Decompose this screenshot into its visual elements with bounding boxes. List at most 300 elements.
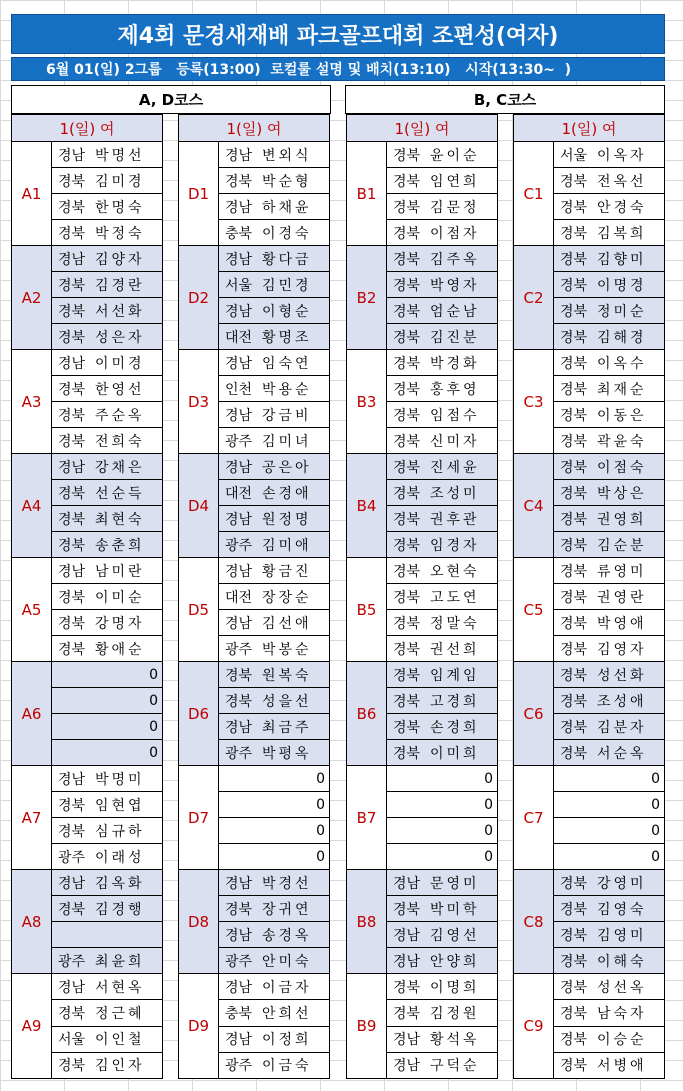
player-region: 경북 <box>393 407 421 424</box>
player-row <box>52 142 162 168</box>
player-region: 경북 <box>393 511 421 528</box>
player-row <box>219 402 329 428</box>
player-row <box>387 402 497 428</box>
player-row <box>219 272 329 298</box>
player-name: 김미애 <box>262 537 312 554</box>
player-name: 임숙연 <box>262 355 312 372</box>
group-block <box>179 454 329 558</box>
player-name: 주순옥 <box>95 407 145 424</box>
player-region: 경북 <box>393 147 421 164</box>
player-row <box>387 168 497 194</box>
player-name: 구덕순 <box>430 1058 480 1075</box>
player-row <box>52 610 162 636</box>
player-name: 강채은 <box>95 459 145 476</box>
player-region: 경북 <box>58 173 86 190</box>
player-region: 경북 <box>58 433 86 450</box>
player-name: 권선희 <box>430 641 480 658</box>
player-region: 경북 <box>560 381 588 398</box>
player-row <box>387 948 497 973</box>
player-row <box>52 1000 162 1026</box>
player-region: 경북 <box>560 693 588 710</box>
player-name: 최현숙 <box>95 511 145 528</box>
page-title: 제4회 문경새재배 파크골프대회 조편성(여자) <box>11 14 665 54</box>
group-label: A6 <box>12 662 52 765</box>
group-block <box>347 142 497 246</box>
player-row <box>219 246 329 272</box>
group-label: C4 <box>514 454 554 557</box>
player-name: 김영미 <box>597 927 647 944</box>
player-row <box>554 792 664 818</box>
player-row <box>219 142 329 168</box>
player-region: 경남 <box>225 303 253 320</box>
group-block <box>12 662 162 766</box>
player-name: 이미순 <box>95 589 145 606</box>
player-name: 김영자 <box>597 641 647 658</box>
course-column <box>513 114 665 1079</box>
player-row <box>219 1027 329 1053</box>
player-name: 이명희 <box>430 979 480 996</box>
player-name: 임연희 <box>430 173 480 190</box>
player-row <box>219 740 329 765</box>
group-block <box>179 870 329 974</box>
player-region: 서울 <box>58 1032 86 1049</box>
column-day-header: 1(일) 여 <box>179 115 329 142</box>
empty-slot-value: 0 <box>484 822 493 839</box>
player-region: 서울 <box>225 277 253 294</box>
empty-slot-value: 0 <box>484 848 493 865</box>
player-row <box>387 480 497 506</box>
group-block <box>12 350 162 454</box>
player-name: 박상은 <box>597 485 647 502</box>
player-name: 최금주 <box>262 719 312 736</box>
player-row <box>219 220 329 245</box>
player-row <box>554 974 664 1000</box>
group-block <box>179 246 329 350</box>
player-region: 경북 <box>58 407 86 424</box>
column-day-header: 1(일) 여 <box>12 115 162 142</box>
player-row <box>52 974 162 1000</box>
player-name: 정말숙 <box>430 615 480 632</box>
player-region: 경북 <box>560 563 588 580</box>
player-name: 김진분 <box>430 329 480 346</box>
player-region: 경북 <box>560 953 588 970</box>
player-region: 서울 <box>560 147 588 164</box>
player-region: 경북 <box>560 251 588 268</box>
player-row <box>387 220 497 245</box>
player-region: 경북 <box>560 667 588 684</box>
player-name: 박영애 <box>597 615 647 632</box>
player-region: 경북 <box>393 1005 421 1022</box>
player-region: 경북 <box>58 225 86 242</box>
player-row <box>554 454 664 480</box>
group-block <box>12 558 162 662</box>
player-name: 원복숙 <box>262 667 312 684</box>
player-region: 경북 <box>225 667 253 684</box>
player-name: 성은자 <box>95 329 145 346</box>
player-region: 대전 <box>225 485 253 502</box>
group-label: B8 <box>347 870 387 973</box>
group-label: B4 <box>347 454 387 557</box>
player-row <box>219 428 329 453</box>
player-row <box>554 272 664 298</box>
player-name: 오현숙 <box>430 563 480 580</box>
player-region: 경북 <box>393 719 421 736</box>
player-region: 경북 <box>560 875 588 892</box>
player-row <box>387 558 497 584</box>
player-region: 경북 <box>560 433 588 450</box>
group-block <box>12 454 162 558</box>
group-block <box>514 246 664 350</box>
player-region: 경북 <box>560 719 588 736</box>
player-row <box>219 532 329 557</box>
empty-slot-value: 0 <box>149 692 158 709</box>
player-name: 고경희 <box>430 693 480 710</box>
player-row <box>554 740 664 765</box>
player-name: 심규하 <box>95 823 145 840</box>
player-region: 경북 <box>58 641 86 658</box>
player-name: 박평옥 <box>262 745 312 762</box>
empty-slot-value: 0 <box>316 770 325 787</box>
group-block <box>347 558 497 662</box>
player-row <box>219 298 329 324</box>
player-row <box>554 350 664 376</box>
group-label: A4 <box>12 454 52 557</box>
player-row <box>554 610 664 636</box>
player-name: 한영선 <box>95 381 145 398</box>
player-region: 경북 <box>393 667 421 684</box>
group-label: C3 <box>514 350 554 453</box>
player-name: 류영미 <box>597 563 647 580</box>
player-region: 경남 <box>225 875 253 892</box>
player-row <box>387 1000 497 1026</box>
player-row <box>52 168 162 194</box>
player-name: 김인자 <box>95 1058 145 1075</box>
empty-slot-value: 0 <box>484 770 493 787</box>
player-region: 경북 <box>560 641 588 658</box>
player-row <box>219 922 329 948</box>
player-row <box>554 194 664 220</box>
player-name: 이점숙 <box>597 459 647 476</box>
player-region: 경북 <box>58 589 86 606</box>
player-row <box>219 1053 329 1078</box>
player-name: 황금진 <box>262 563 312 580</box>
player-name: 최윤희 <box>95 953 145 970</box>
group-block <box>179 350 329 454</box>
group-label: D2 <box>179 246 219 349</box>
player-row <box>387 844 497 869</box>
group-block <box>179 662 329 766</box>
player-row <box>219 896 329 922</box>
player-region: 경북 <box>393 355 421 372</box>
player-name: 김미경 <box>95 173 145 190</box>
group-label: C6 <box>514 662 554 765</box>
player-region: 경북 <box>393 641 421 658</box>
player-row <box>387 1053 497 1078</box>
group-label: A3 <box>12 350 52 453</box>
player-row <box>219 480 329 506</box>
player-row <box>52 506 162 532</box>
player-region: 경북 <box>560 1005 588 1022</box>
player-name: 원정명 <box>262 511 312 528</box>
player-region: 경남 <box>58 771 86 788</box>
player-region: 경북 <box>560 1058 588 1075</box>
player-region: 경북 <box>58 303 86 320</box>
player-row <box>52 844 162 869</box>
player-region: 경남 <box>225 1032 253 1049</box>
player-row <box>387 246 497 272</box>
player-region: 대전 <box>225 329 253 346</box>
player-row <box>387 194 497 220</box>
player-region: 경북 <box>58 615 86 632</box>
player-name: 박영자 <box>430 277 480 294</box>
player-region: 광주 <box>225 953 253 970</box>
group-block <box>514 870 664 974</box>
player-row <box>387 766 497 792</box>
player-row <box>387 740 497 765</box>
group-block <box>12 246 162 350</box>
player-row <box>52 636 162 661</box>
player-name: 김옥화 <box>95 875 145 892</box>
player-name: 안양희 <box>430 953 480 970</box>
player-region: 경북 <box>560 407 588 424</box>
player-row <box>554 246 664 272</box>
group-label: D6 <box>179 662 219 765</box>
player-region: 경북 <box>58 485 86 502</box>
player-row <box>554 948 664 973</box>
player-row <box>219 766 329 792</box>
player-region: 경북 <box>393 537 421 554</box>
player-region: 경북 <box>58 537 86 554</box>
group-label: B6 <box>347 662 387 765</box>
player-region: 경북 <box>560 927 588 944</box>
player-row <box>52 792 162 818</box>
player-row <box>387 298 497 324</box>
player-row <box>387 324 497 349</box>
player-name: 이미경 <box>95 355 145 372</box>
empty-slot-value: 0 <box>149 666 158 683</box>
group-block <box>514 454 664 558</box>
player-row <box>387 532 497 557</box>
player-region: 경북 <box>393 901 421 918</box>
player-region: 경남 <box>225 927 253 944</box>
player-region: 경북 <box>393 563 421 580</box>
player-name: 이명경 <box>597 277 647 294</box>
player-row <box>387 1027 497 1053</box>
player-row <box>387 272 497 298</box>
empty-slot-value: 0 <box>316 822 325 839</box>
player-row <box>52 272 162 298</box>
player-region: 경북 <box>58 199 86 216</box>
player-region: 경북 <box>393 485 421 502</box>
player-row <box>387 428 497 453</box>
player-region: 경북 <box>225 173 253 190</box>
player-name: 이미희 <box>430 745 480 762</box>
player-name: 서선화 <box>95 303 145 320</box>
group-label: D4 <box>179 454 219 557</box>
player-row <box>387 142 497 168</box>
player-row <box>554 506 664 532</box>
empty-slot-value: 0 <box>651 796 660 813</box>
player-name: 정미순 <box>597 303 647 320</box>
player-name: 김주옥 <box>430 251 480 268</box>
player-name: 임현엽 <box>95 797 145 814</box>
group-block <box>347 454 497 558</box>
group-label: C8 <box>514 870 554 973</box>
player-name: 이해숙 <box>597 953 647 970</box>
group-block <box>179 974 329 1078</box>
player-region: 충북 <box>225 1005 253 1022</box>
group-label: B9 <box>347 974 387 1078</box>
group-label: B7 <box>347 766 387 869</box>
player-name: 안희선 <box>262 1005 312 1022</box>
player-row <box>52 246 162 272</box>
empty-slot-value: 0 <box>651 770 660 787</box>
player-region: 경북 <box>393 693 421 710</box>
player-name: 박용순 <box>262 381 312 398</box>
player-row <box>52 1027 162 1053</box>
player-region: 광주 <box>225 641 253 658</box>
player-region: 경북 <box>560 199 588 216</box>
player-name: 권후관 <box>430 511 480 528</box>
player-name: 이금자 <box>262 979 312 996</box>
group-block <box>514 766 664 870</box>
player-row <box>554 922 664 948</box>
player-name: 송춘희 <box>95 537 145 554</box>
player-row <box>219 974 329 1000</box>
player-region: 경남 <box>58 355 86 372</box>
player-region: 경북 <box>58 1058 86 1075</box>
player-name: 안경숙 <box>597 199 647 216</box>
player-row <box>219 792 329 818</box>
group-label: A1 <box>12 142 52 245</box>
group-block <box>514 974 664 1078</box>
player-region: 경북 <box>560 329 588 346</box>
player-name: 성선옥 <box>597 979 647 996</box>
course-column <box>346 114 498 1079</box>
player-name: 손경애 <box>262 485 312 502</box>
player-row <box>554 584 664 610</box>
player-name: 김경행 <box>95 901 145 918</box>
player-row <box>554 636 664 661</box>
player-row <box>387 610 497 636</box>
schedule-subtitle: 6월 01(일) 2그룹 등록(13:00) 로컬룰 설명 및 배치(13:10) 시작(13:30~ ) <box>11 57 665 81</box>
player-row <box>52 948 162 973</box>
player-row <box>554 896 664 922</box>
player-name: 강영미 <box>597 875 647 892</box>
group-label: A8 <box>12 870 52 973</box>
group-block <box>179 142 329 246</box>
player-region: 경북 <box>393 303 421 320</box>
course-column <box>11 114 163 1079</box>
player-row <box>554 818 664 844</box>
player-row <box>52 298 162 324</box>
player-name: 황석옥 <box>430 1032 480 1049</box>
player-name: 전희숙 <box>95 433 145 450</box>
player-name: 진세윤 <box>430 459 480 476</box>
player-name: 이승순 <box>597 1032 647 1049</box>
player-name: 박경선 <box>262 875 312 892</box>
player-name: 이동은 <box>597 407 647 424</box>
player-name: 김해경 <box>597 329 647 346</box>
player-region: 경북 <box>393 381 421 398</box>
player-row <box>387 818 497 844</box>
player-region: 경남 <box>225 199 253 216</box>
group-block <box>12 974 162 1078</box>
player-row <box>219 194 329 220</box>
player-region: 광주 <box>225 537 253 554</box>
player-region: 광주 <box>225 433 253 450</box>
group-label: A5 <box>12 558 52 661</box>
player-region: 경남 <box>225 979 253 996</box>
column-day-header: 1(일) 여 <box>514 115 664 142</box>
group-block <box>347 870 497 974</box>
player-row <box>52 194 162 220</box>
player-name: 황명조 <box>262 329 312 346</box>
player-name: 장귀연 <box>262 901 312 918</box>
player-row <box>554 1000 664 1026</box>
player-region: 경북 <box>560 303 588 320</box>
player-region: 경남 <box>58 563 86 580</box>
player-name: 성선화 <box>597 667 647 684</box>
player-row <box>554 428 664 453</box>
player-name: 박봉순 <box>262 641 312 658</box>
player-name: 김복희 <box>597 225 647 242</box>
player-row <box>219 1000 329 1026</box>
player-name: 박명선 <box>95 147 145 164</box>
player-name: 곽윤숙 <box>597 433 647 450</box>
player-region: 경북 <box>225 901 253 918</box>
player-row <box>52 350 162 376</box>
player-name: 최재순 <box>597 381 647 398</box>
player-name: 안미숙 <box>262 953 312 970</box>
player-row <box>554 844 664 869</box>
player-row <box>52 714 162 740</box>
player-region: 경북 <box>560 225 588 242</box>
player-region: 광주 <box>225 1058 253 1075</box>
player-row <box>554 480 664 506</box>
player-row <box>219 714 329 740</box>
group-label: C1 <box>514 142 554 245</box>
player-row <box>387 896 497 922</box>
player-name: 황애순 <box>95 641 145 658</box>
player-name: 김미녀 <box>262 433 312 450</box>
player-region: 경북 <box>393 433 421 450</box>
player-region: 경북 <box>393 615 421 632</box>
player-region: 경남 <box>393 1032 421 1049</box>
player-name: 성을선 <box>262 693 312 710</box>
player-row <box>52 870 162 896</box>
group-label: D5 <box>179 558 219 661</box>
player-row <box>52 454 162 480</box>
player-region: 경북 <box>393 251 421 268</box>
player-row <box>387 974 497 1000</box>
group-block <box>179 766 329 870</box>
player-name: 박미학 <box>430 901 480 918</box>
player-region: 경남 <box>58 979 86 996</box>
column-day-header: 1(일) 여 <box>347 115 497 142</box>
player-row <box>554 376 664 402</box>
player-region: 경북 <box>393 589 421 606</box>
player-name: 임계임 <box>430 667 480 684</box>
player-region: 경북 <box>58 901 86 918</box>
player-name: 박순형 <box>262 173 312 190</box>
player-row <box>554 870 664 896</box>
player-row <box>52 740 162 765</box>
player-region: 경남 <box>58 875 86 892</box>
group-block <box>514 142 664 246</box>
player-name: 고도연 <box>430 589 480 606</box>
player-region: 경남 <box>225 719 253 736</box>
